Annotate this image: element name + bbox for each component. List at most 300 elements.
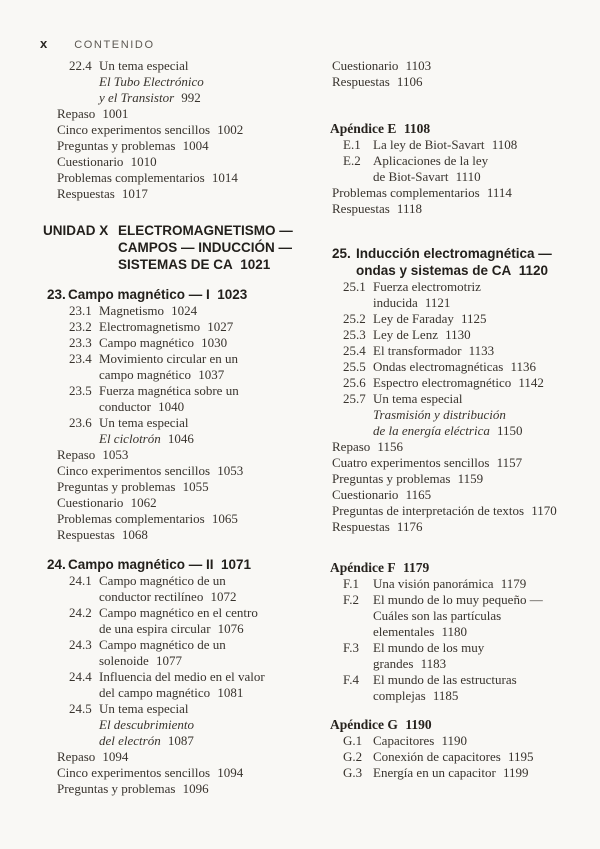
entry-title: Problemas complementarios: [57, 511, 205, 526]
page-number: 1002: [217, 122, 244, 137]
page-number: 1170: [531, 503, 557, 518]
page-number: 1142: [518, 375, 544, 390]
page-number: 1179: [403, 560, 430, 575]
toc-line: [330, 559, 592, 576]
page-number: 1040: [158, 399, 185, 414]
entry-title: Apéndice F: [330, 560, 396, 575]
page-number: 1190: [405, 717, 432, 732]
entry-number: 24.: [47, 557, 66, 572]
toc-entry: [330, 375, 592, 391]
toc-line: [57, 106, 316, 122]
toc-line: [373, 624, 592, 640]
entry-title: ondas y sistemas de CA: [356, 263, 512, 278]
toc-line: [99, 58, 316, 74]
toc-line: [373, 137, 592, 153]
page-number: 1120: [518, 263, 549, 278]
entry-title: Preguntas y problemas: [57, 479, 176, 494]
toc-line: [373, 295, 592, 311]
toc-entry: [330, 279, 592, 311]
toc-line: [57, 170, 316, 186]
page-number: 1023: [217, 287, 248, 302]
entry-title: Ley de Lenz: [373, 327, 438, 342]
running-head-title: CONTENIDO: [74, 39, 155, 51]
entry-number: G.2: [343, 749, 363, 764]
toc-line: [99, 319, 316, 335]
toc-line: [332, 471, 592, 487]
entry-title: Repaso: [57, 106, 96, 121]
toc-entry: [330, 733, 592, 749]
toc-end-matter: [332, 439, 592, 535]
entry-title: Un tema especial: [373, 391, 463, 406]
page-number: 1121: [424, 295, 451, 310]
entry-number: F.2: [343, 592, 359, 607]
entry-number: 25.1: [343, 279, 366, 294]
entry-title: y el Transistor: [99, 90, 175, 105]
toc-end-matter: [332, 58, 592, 90]
entry-title: Una visión panorámica: [373, 576, 494, 591]
toc-line: [373, 407, 592, 423]
toc-end-matter: [332, 185, 592, 217]
toc-line: [57, 527, 316, 543]
toc-line: [57, 749, 316, 765]
toc-entry: [330, 592, 592, 640]
page-number: 1106: [396, 74, 423, 89]
toc-line: [99, 733, 316, 749]
entry-title: Un tema especial: [99, 701, 189, 716]
page-number: 1125: [461, 311, 487, 326]
page-number: 1053: [217, 463, 244, 478]
entry-number: 25.3: [343, 327, 366, 342]
toc-entry: [43, 303, 316, 319]
page-number: 1001: [102, 106, 129, 121]
entry-title: Inducción electromagnética —: [356, 246, 552, 261]
toc-end-matter: [57, 106, 316, 202]
entry-number: 24.1: [69, 573, 92, 588]
entry-title: Influencia del medio en el valor: [99, 669, 265, 684]
entry-title: Preguntas de interpretación de textos: [332, 503, 525, 518]
page-number: 1157: [496, 455, 523, 470]
entry-title: SISTEMAS DE CA: [118, 257, 233, 272]
page-number: 1077: [155, 653, 182, 668]
entry-title: Cuestionario: [332, 487, 399, 502]
toc-line: [99, 383, 316, 399]
entry-title: Campo magnético de un: [99, 573, 226, 588]
page-number: 1010: [130, 154, 157, 169]
entry-title: grandes: [373, 656, 414, 671]
entry-title: inducida: [373, 295, 418, 310]
toc-line: [373, 749, 592, 765]
toc-entry: [330, 311, 592, 327]
toc-entry: [330, 343, 592, 359]
appendix-heading: [330, 120, 592, 137]
toc-line: [99, 669, 316, 685]
toc-end-matter: [57, 749, 316, 797]
toc-entry: [43, 573, 316, 605]
toc-line: [57, 122, 316, 138]
entry-number: 25.2: [343, 311, 366, 326]
entry-title: de Biot-Savart: [373, 169, 449, 184]
entry-title: Fuerza electromotriz: [373, 279, 481, 294]
entry-title: Cuestionario: [57, 495, 124, 510]
page-number: 1118: [396, 201, 422, 216]
entry-title: CAMPOS — INDUCCIÓN —: [118, 240, 293, 255]
entry-title: Campo magnético — II: [68, 557, 214, 572]
entry-title: Campo magnético en el centro: [99, 605, 258, 620]
entry-title: ELECTROMAGNETISMO —: [118, 223, 293, 238]
page-number: 1004: [182, 138, 209, 153]
folio-page-number: x: [40, 36, 48, 51]
page-number: 1014: [211, 170, 238, 185]
toc-line: [99, 685, 316, 701]
toc-line: [57, 765, 316, 781]
page-number: 1076: [217, 621, 244, 636]
toc-entry: [43, 319, 316, 335]
entry-number: 25.7: [343, 391, 366, 406]
toc-line: [373, 576, 592, 592]
entry-title: conductor: [99, 399, 151, 414]
unit-heading: [43, 222, 316, 273]
toc-line: [332, 455, 592, 471]
page-number: 1199: [502, 765, 529, 780]
toc-line: [332, 519, 592, 535]
page-number: 1150: [496, 423, 523, 438]
entry-number: 25.: [332, 246, 351, 261]
toc-line: [118, 256, 316, 273]
chapter-heading: [43, 286, 316, 303]
toc-line: [57, 447, 316, 463]
toc-line: [99, 399, 316, 415]
entry-title: Apéndice E: [330, 121, 397, 136]
page-number: 1133: [468, 343, 495, 358]
entry-number: G.3: [343, 765, 363, 780]
toc-entry: [43, 58, 316, 106]
toc-line: [57, 495, 316, 511]
toc-line: [57, 479, 316, 495]
entry-title: Un tema especial: [99, 58, 189, 73]
entry-title: complejas: [373, 688, 426, 703]
page-number: 1195: [507, 749, 534, 764]
entry-title: El Tubo Electrónico: [99, 74, 204, 89]
toc-line: [118, 222, 316, 239]
entry-number: E.1: [343, 137, 361, 152]
page-number: 1021: [240, 257, 271, 272]
entry-number: 23.3: [69, 335, 92, 350]
page-number: 1180: [441, 624, 468, 639]
toc-line: [57, 511, 316, 527]
page-number: 1094: [217, 765, 244, 780]
entry-title: de una espira circular: [99, 621, 211, 636]
entry-number: 24.3: [69, 637, 92, 652]
toc-line: [373, 592, 592, 608]
entry-number: G.1: [343, 733, 363, 748]
entry-title: El mundo de los muy: [373, 640, 485, 655]
toc-entry: [330, 765, 592, 781]
toc-line: [332, 185, 592, 201]
entry-title: Respuestas: [332, 201, 390, 216]
entry-title: El descubrimiento: [99, 717, 194, 732]
page-number: 1055: [182, 479, 209, 494]
entry-title: del electrón: [99, 733, 161, 748]
toc-end-matter: [57, 447, 316, 543]
toc-line: [99, 415, 316, 431]
entry-title: Respuestas: [332, 74, 390, 89]
toc-line: [373, 765, 592, 781]
page-number: 1087: [167, 733, 194, 748]
entry-title: Problemas complementarios: [332, 185, 480, 200]
entry-title: Cuáles son las partículas: [373, 608, 502, 623]
page-number: 1024: [171, 303, 198, 318]
entry-title: Un tema especial: [99, 415, 189, 430]
page-number: 1027: [207, 319, 234, 334]
page-number: 1114: [486, 185, 512, 200]
toc-line: [332, 58, 592, 74]
toc-line: [373, 343, 592, 359]
entry-title: Espectro electromagnético: [373, 375, 512, 390]
entry-number: 24.2: [69, 605, 92, 620]
page-number: 1068: [121, 527, 148, 542]
toc-line: [57, 781, 316, 797]
page-number: 1136: [510, 359, 536, 374]
entry-title: Preguntas y problemas: [57, 781, 176, 796]
toc-line: [330, 716, 592, 733]
toc-line: [332, 503, 592, 519]
entry-title: Conexión de capacitores: [373, 749, 501, 764]
toc-line: [68, 556, 316, 573]
toc-line: [57, 463, 316, 479]
entry-title: Aplicaciones de la ley: [373, 153, 489, 168]
entry-title: Repaso: [57, 749, 96, 764]
toc-line: [373, 391, 592, 407]
entry-number: 23.: [47, 287, 66, 302]
toc-entry: [330, 749, 592, 765]
running-head: [40, 36, 155, 51]
toc-entry: [43, 701, 316, 749]
toc-entry: [330, 576, 592, 592]
entry-title: Energía en un capacitor: [373, 765, 496, 780]
page-number: 1094: [102, 749, 129, 764]
entry-title: conductor rectilíneo: [99, 589, 204, 604]
toc-entry: [43, 351, 316, 383]
page-number: 1165: [405, 487, 432, 502]
toc-line: [99, 573, 316, 589]
page-number: 1062: [130, 495, 157, 510]
toc-line: [373, 640, 592, 656]
entry-number: F.3: [343, 640, 359, 655]
toc-line: [99, 351, 316, 367]
entry-number: 25.4: [343, 343, 366, 358]
entry-title: campo magnético: [99, 367, 192, 382]
entry-number: 22.4: [69, 58, 92, 73]
page-number: 1185: [432, 688, 459, 703]
toc-columns: [43, 58, 592, 797]
entry-number: 23.1: [69, 303, 92, 318]
toc-line: [99, 605, 316, 621]
toc-line: [57, 138, 316, 154]
toc-entry: [43, 637, 316, 669]
entry-title: del campo magnético: [99, 685, 211, 700]
toc-entry: [330, 672, 592, 704]
toc-line: [99, 701, 316, 717]
toc-line: [373, 169, 592, 185]
page-number: 1159: [457, 471, 484, 486]
entry-title: solenoide: [99, 653, 149, 668]
entry-title: de la energía eléctrica: [373, 423, 490, 438]
page-number: 1110: [455, 169, 481, 184]
toc-line: [68, 286, 316, 303]
entry-number: 23.5: [69, 383, 92, 398]
toc-line: [356, 245, 592, 262]
entry-title: Fuerza magnética sobre un: [99, 383, 239, 398]
page-number: 1190: [441, 733, 468, 748]
entry-title: El ciclotrón: [99, 431, 161, 446]
page-number: 1071: [220, 557, 251, 572]
page-number: 1065: [211, 511, 238, 526]
entry-title: Cuatro experimentos sencillos: [332, 455, 490, 470]
entry-title: Cinco experimentos sencillos: [57, 463, 211, 478]
page-number: 1037: [198, 367, 225, 382]
entry-title: Repaso: [332, 439, 371, 454]
toc-line: [99, 653, 316, 669]
toc-entry: [330, 391, 592, 439]
toc-line: [99, 717, 316, 733]
page-number: 1108: [403, 121, 431, 136]
toc-line: [356, 262, 592, 279]
toc-line: [373, 656, 592, 672]
page-number: 1130: [445, 327, 471, 342]
entry-number: 24.5: [69, 701, 92, 716]
page-number: 1053: [102, 447, 129, 462]
entry-title: Respuestas: [57, 527, 115, 542]
entry-number: 24.4: [69, 669, 92, 684]
appendix-heading: [330, 559, 592, 576]
entry-title: Trasmisión y distribución: [373, 407, 506, 422]
toc-line: [373, 359, 592, 375]
entry-number: 23.4: [69, 351, 92, 366]
entry-title: Preguntas y problemas: [57, 138, 176, 153]
entry-number: UNIDAD X: [43, 223, 109, 238]
entry-title: Cinco experimentos sencillos: [57, 765, 211, 780]
toc-right-column: [330, 58, 592, 797]
toc-line: [332, 74, 592, 90]
entry-number: E.2: [343, 153, 361, 168]
toc-line: [99, 74, 316, 90]
toc-line: [57, 186, 316, 202]
entry-title: Electromagnetismo: [99, 319, 201, 334]
toc-entry: [330, 327, 592, 343]
entry-title: Cinco experimentos sencillos: [57, 122, 211, 137]
entry-title: Magnetismo: [99, 303, 164, 318]
entry-title: Campo magnético: [99, 335, 194, 350]
toc-line: [373, 375, 592, 391]
page-number: 1183: [420, 656, 447, 671]
entry-number: 25.6: [343, 375, 366, 390]
page-number: 1030: [201, 335, 228, 350]
entry-title: Problemas complementarios: [57, 170, 205, 185]
page-number: 1046: [167, 431, 194, 446]
toc-line: [330, 120, 592, 137]
page-number: 1081: [217, 685, 244, 700]
entry-title: Movimiento circular en un: [99, 351, 238, 366]
page-number: 1108: [491, 137, 518, 152]
toc-line: [99, 431, 316, 447]
page-number: 992: [181, 90, 201, 105]
toc-line: [99, 303, 316, 319]
toc-line: [57, 154, 316, 170]
toc-entry: [43, 335, 316, 351]
entry-title: Ondas electromagnéticas: [373, 359, 504, 374]
toc-line: [99, 637, 316, 653]
toc-line: [332, 487, 592, 503]
toc-line: [332, 201, 592, 217]
entry-title: elementales: [373, 624, 435, 639]
entry-title: Cuestionario: [332, 58, 399, 73]
page-number: 1017: [121, 186, 148, 201]
page-number: 1072: [210, 589, 237, 604]
toc-line: [99, 90, 316, 106]
toc-entry: [43, 415, 316, 447]
toc-entry: [330, 640, 592, 672]
entry-title: El mundo de lo muy pequeño —: [373, 592, 543, 607]
entry-number: 25.5: [343, 359, 366, 374]
toc-line: [99, 589, 316, 605]
page-number: 1103: [405, 58, 432, 73]
toc-line: [118, 239, 316, 256]
entry-title: Ley de Faraday: [373, 311, 454, 326]
toc-line: [373, 688, 592, 704]
toc-entry: [330, 137, 592, 153]
chapter-heading: [43, 556, 316, 573]
toc-entry: [330, 153, 592, 185]
toc-left-column: [43, 58, 330, 797]
toc-line: [373, 423, 592, 439]
entry-number: 23.2: [69, 319, 92, 334]
entry-title: Capacitores: [373, 733, 435, 748]
entry-title: Cuestionario: [57, 154, 124, 169]
toc-line: [373, 327, 592, 343]
toc-line: [373, 608, 592, 624]
entry-title: Campo magnético de un: [99, 637, 226, 652]
entry-number: F.1: [343, 576, 359, 591]
entry-title: Campo magnético — I: [68, 287, 210, 302]
toc-entry: [43, 605, 316, 637]
entry-title: Respuestas: [57, 186, 115, 201]
toc-line: [373, 153, 592, 169]
entry-title: El transformador: [373, 343, 462, 358]
entry-title: Repaso: [57, 447, 96, 462]
chapter-heading: [330, 245, 592, 279]
toc-line: [373, 672, 592, 688]
toc-entry: [43, 669, 316, 701]
page-number: 1179: [500, 576, 527, 591]
toc-line: [99, 367, 316, 383]
page-number: 1156: [377, 439, 403, 454]
toc-line: [99, 335, 316, 351]
entry-title: Respuestas: [332, 519, 390, 534]
toc-line: [332, 439, 592, 455]
toc-line: [99, 621, 316, 637]
toc-line: [373, 311, 592, 327]
toc-entry: [43, 383, 316, 415]
entry-number: F.4: [343, 672, 359, 687]
toc-line: [373, 279, 592, 295]
page-number: 1176: [396, 519, 423, 534]
appendix-heading: [330, 716, 592, 733]
toc-line: [373, 733, 592, 749]
entry-title: El mundo de las estructuras: [373, 672, 517, 687]
entry-number: 23.6: [69, 415, 92, 430]
page-number: 1096: [182, 781, 209, 796]
entry-title: La ley de Biot-Savart: [373, 137, 485, 152]
